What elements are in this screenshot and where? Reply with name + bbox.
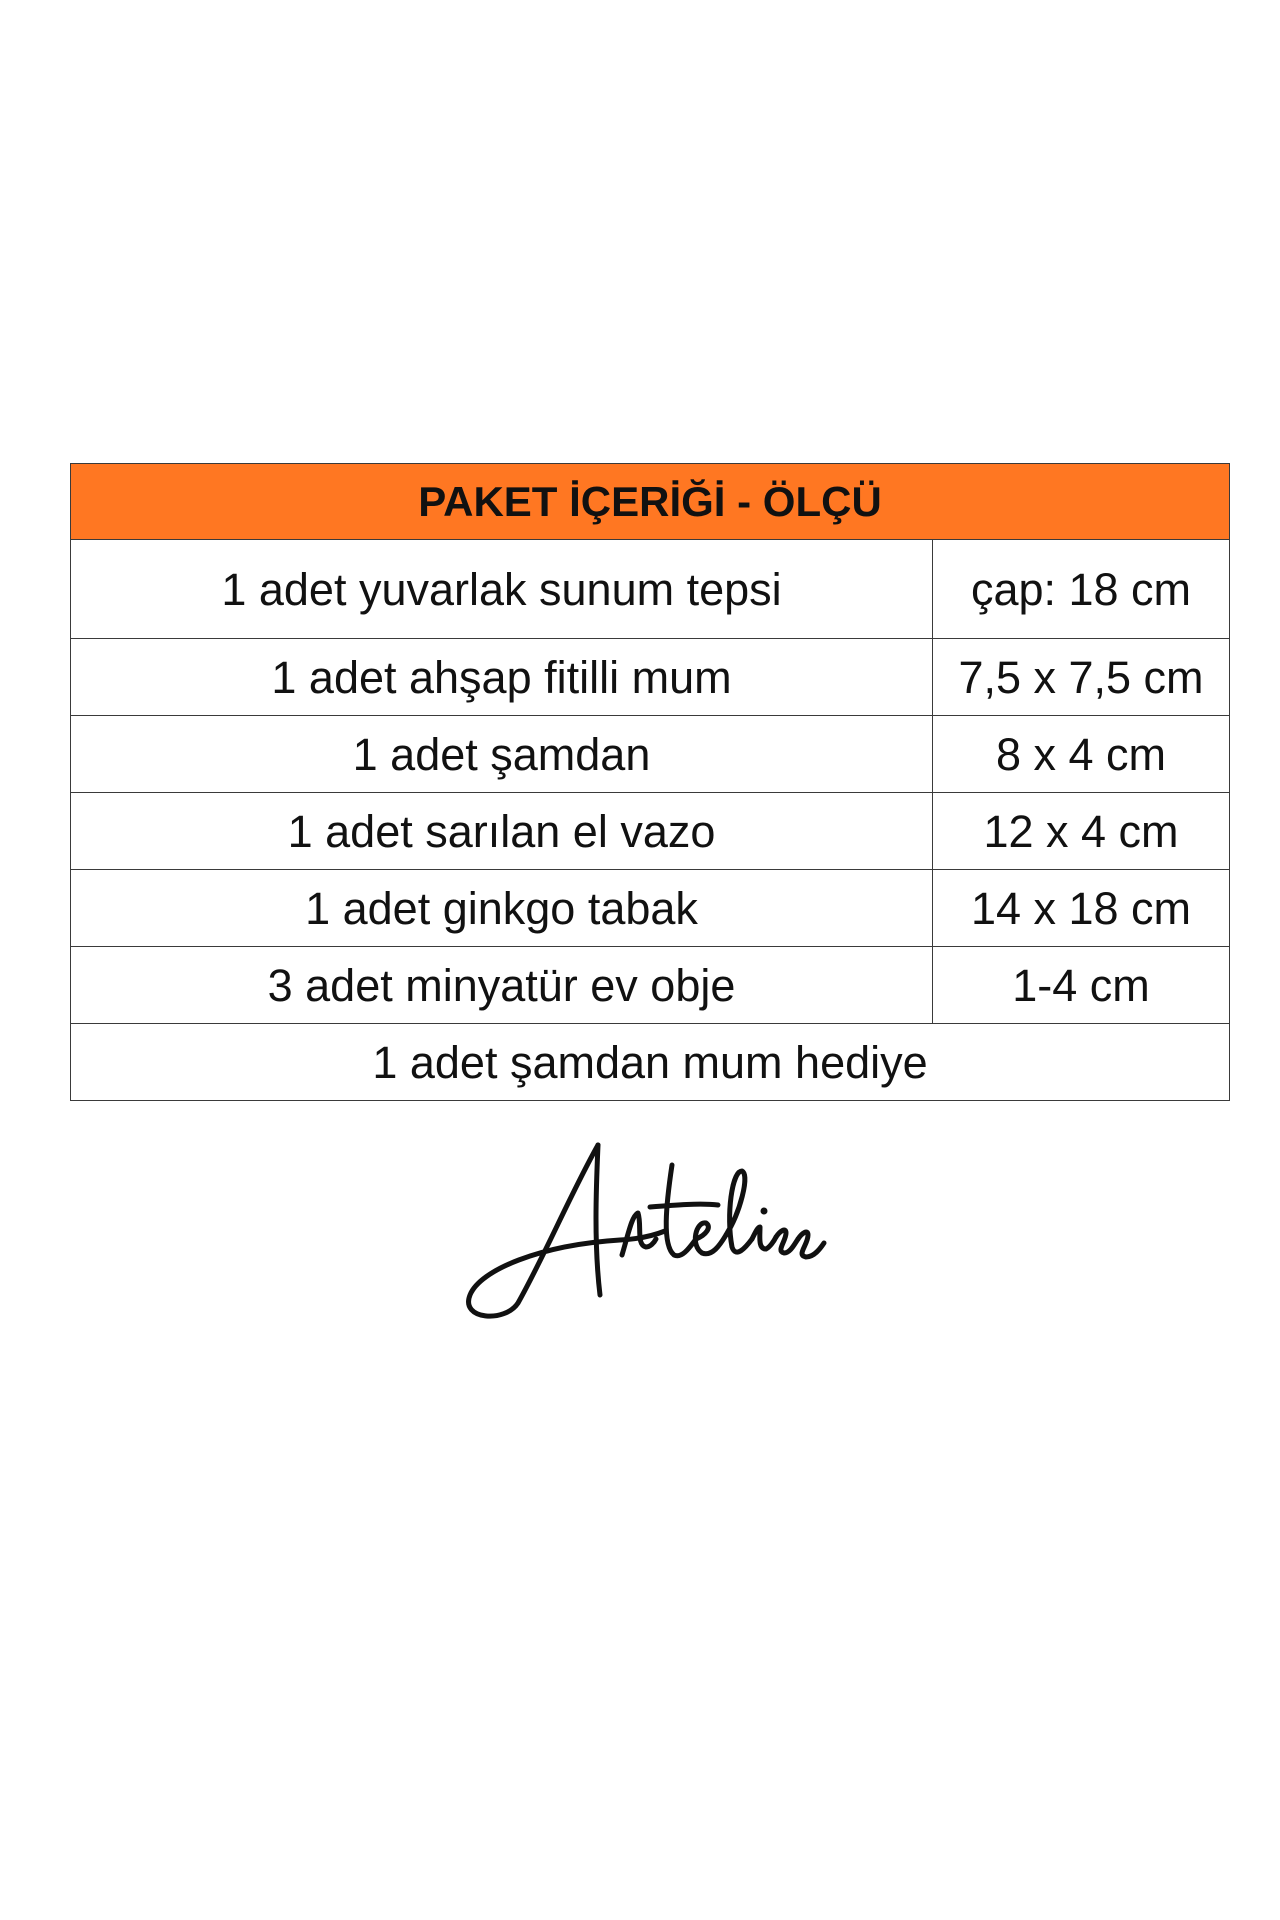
table-footer-row (71, 1024, 1230, 1101)
table-title: PAKET İÇERİĞİ - ÖLÇÜ (71, 464, 1230, 540)
logo-stroke-t-bar (650, 1204, 718, 1207)
logo-stroke-l (726, 1171, 752, 1252)
size-cell: 14 x 18 cm (933, 870, 1230, 947)
table-row (71, 793, 1230, 870)
logo-stroke-s1 (776, 1230, 798, 1253)
logo-stroke-s2 (798, 1232, 824, 1257)
size-cell: 8 x 4 cm (933, 716, 1230, 793)
size-cell: 7,5 x 7,5 cm (933, 639, 1230, 716)
logo-stroke-e (695, 1223, 726, 1254)
item-cell: 3 adet minyatür ev obje (71, 947, 933, 1024)
logo-stroke-i (752, 1227, 776, 1249)
item-cell: 1 adet şamdan (71, 716, 933, 793)
logo-dot-i (761, 1208, 768, 1215)
table-row (71, 947, 1230, 1024)
table-row (71, 540, 1230, 639)
item-cell: 1 adet ginkgo tabak (71, 870, 933, 947)
logo-stroke-t (666, 1165, 696, 1256)
size-cell: çap: 18 cm (933, 540, 1230, 639)
table-header-row (71, 464, 1230, 540)
table-row (71, 870, 1230, 947)
item-cell: 1 adet sarılan el vazo (71, 793, 933, 870)
logo-stroke-a2 (596, 1145, 600, 1295)
size-cell: 12 x 4 cm (933, 793, 1230, 870)
arteliss-logo (450, 1135, 830, 1325)
table-row (71, 716, 1230, 793)
size-cell: 1-4 cm (933, 947, 1230, 1024)
logo-stroke-a (469, 1145, 665, 1316)
package-contents-table (70, 463, 1230, 1101)
gift-note-cell: 1 adet şamdan mum hediye (71, 1024, 1230, 1101)
table-row (71, 639, 1230, 716)
item-cell: 1 adet ahşap fitilli mum (71, 639, 933, 716)
item-cell: 1 adet yuvarlak sunum tepsi (71, 540, 933, 639)
